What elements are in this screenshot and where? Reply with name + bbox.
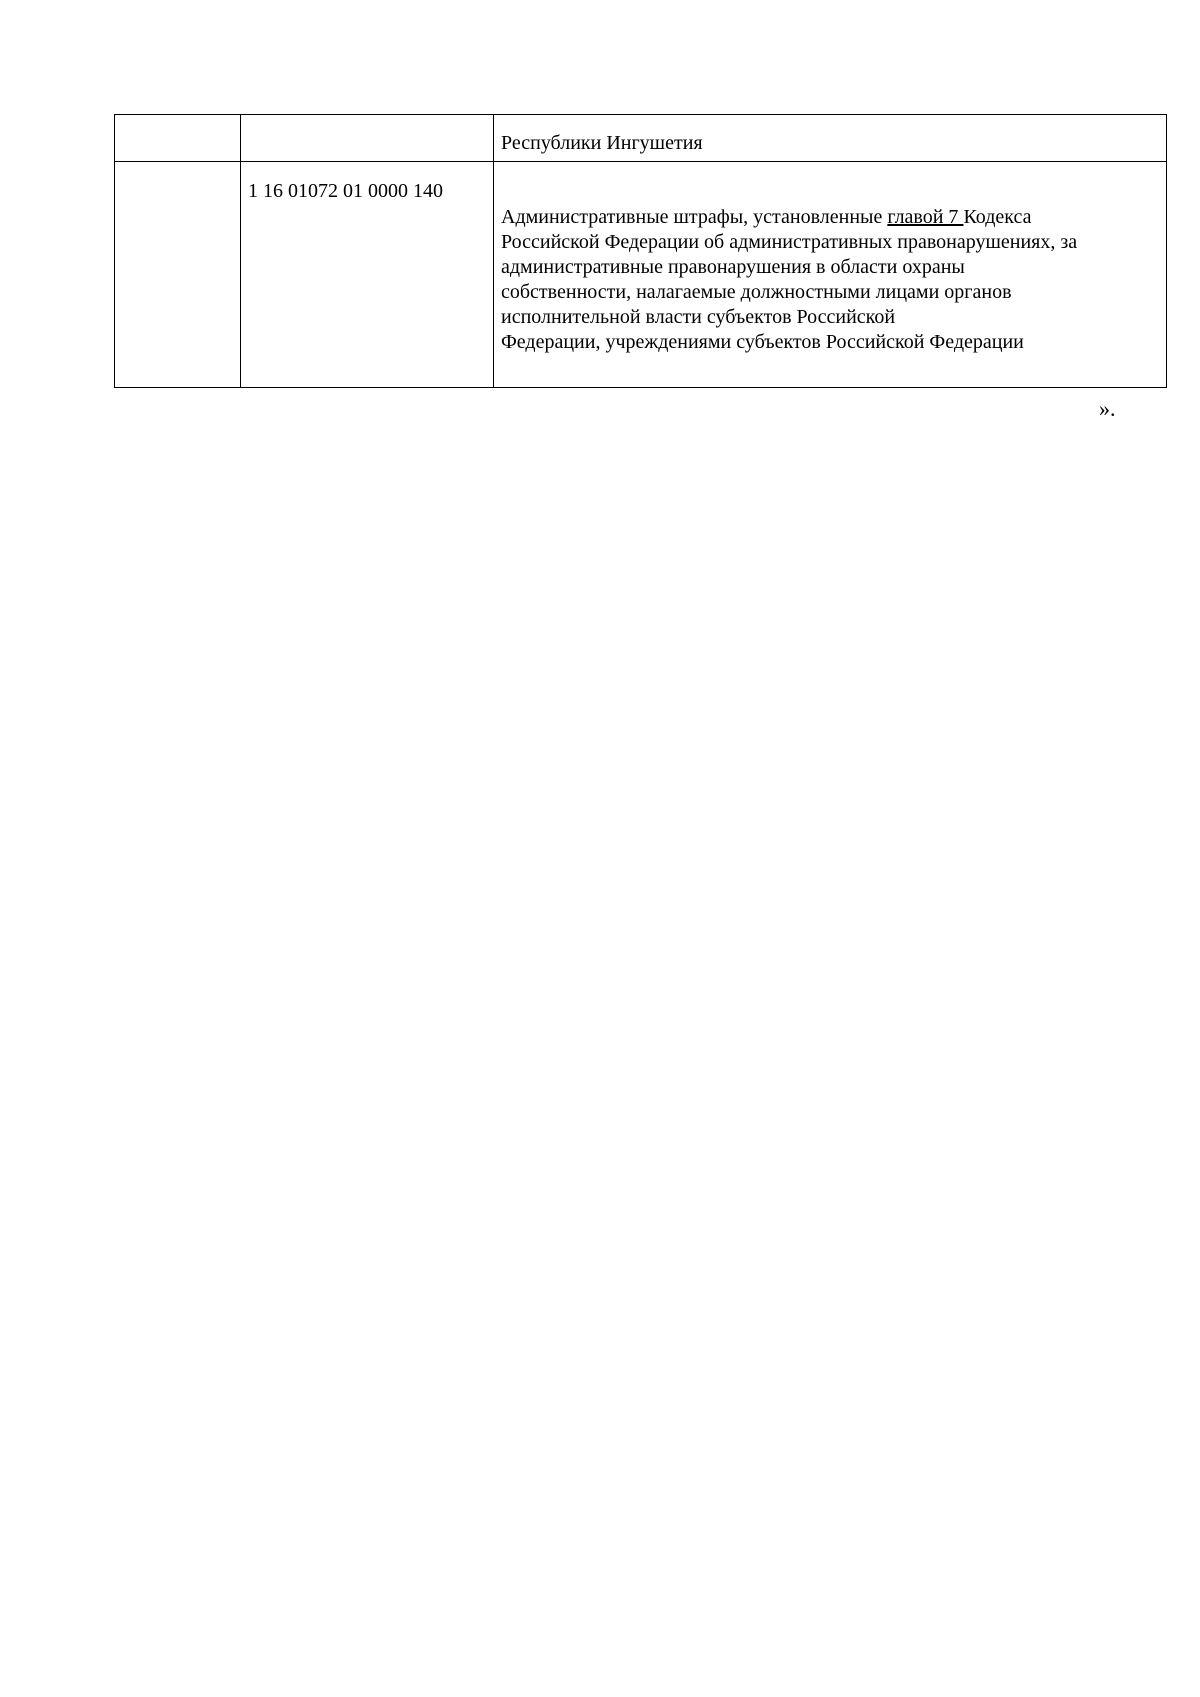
table-cell-code [241,115,494,162]
description-text [494,162,1166,355]
table-row [115,115,1167,162]
description-line [501,205,1160,230]
closing-quote-mark: ». [1099,396,1116,421]
table-cell-description [494,115,1167,162]
description-line: собственности, налагаемые должностными лицами органов [501,281,1012,303]
budget-code-table [114,114,1167,388]
description-line: административные правонарушения в области охраны [501,256,965,278]
description-line: Федерации, учреждениями субъектов Российской Федерации [501,331,1024,353]
cell-text [241,115,493,131]
table-cell-description [494,162,1167,388]
table-row [115,162,1167,388]
description-fragment: Административные штрафы, установленные [501,206,888,228]
table-cell-code [241,162,494,388]
description-line: исполнительной власти субъектов Российской [501,306,896,328]
table-cell-number [115,115,241,162]
description-text: Республики Ингушетия [501,132,703,154]
chapter-7-link[interactable]: главой 7 [887,206,964,228]
cell-text [115,115,240,131]
description-line: Российской Федерации об административных правонарушениях, за [501,231,1078,253]
table-cell-number [115,162,241,388]
budget-classification-code: 1 16 01072 01 0000 140 [248,180,443,202]
description-fragment: Кодекса [963,206,1032,228]
